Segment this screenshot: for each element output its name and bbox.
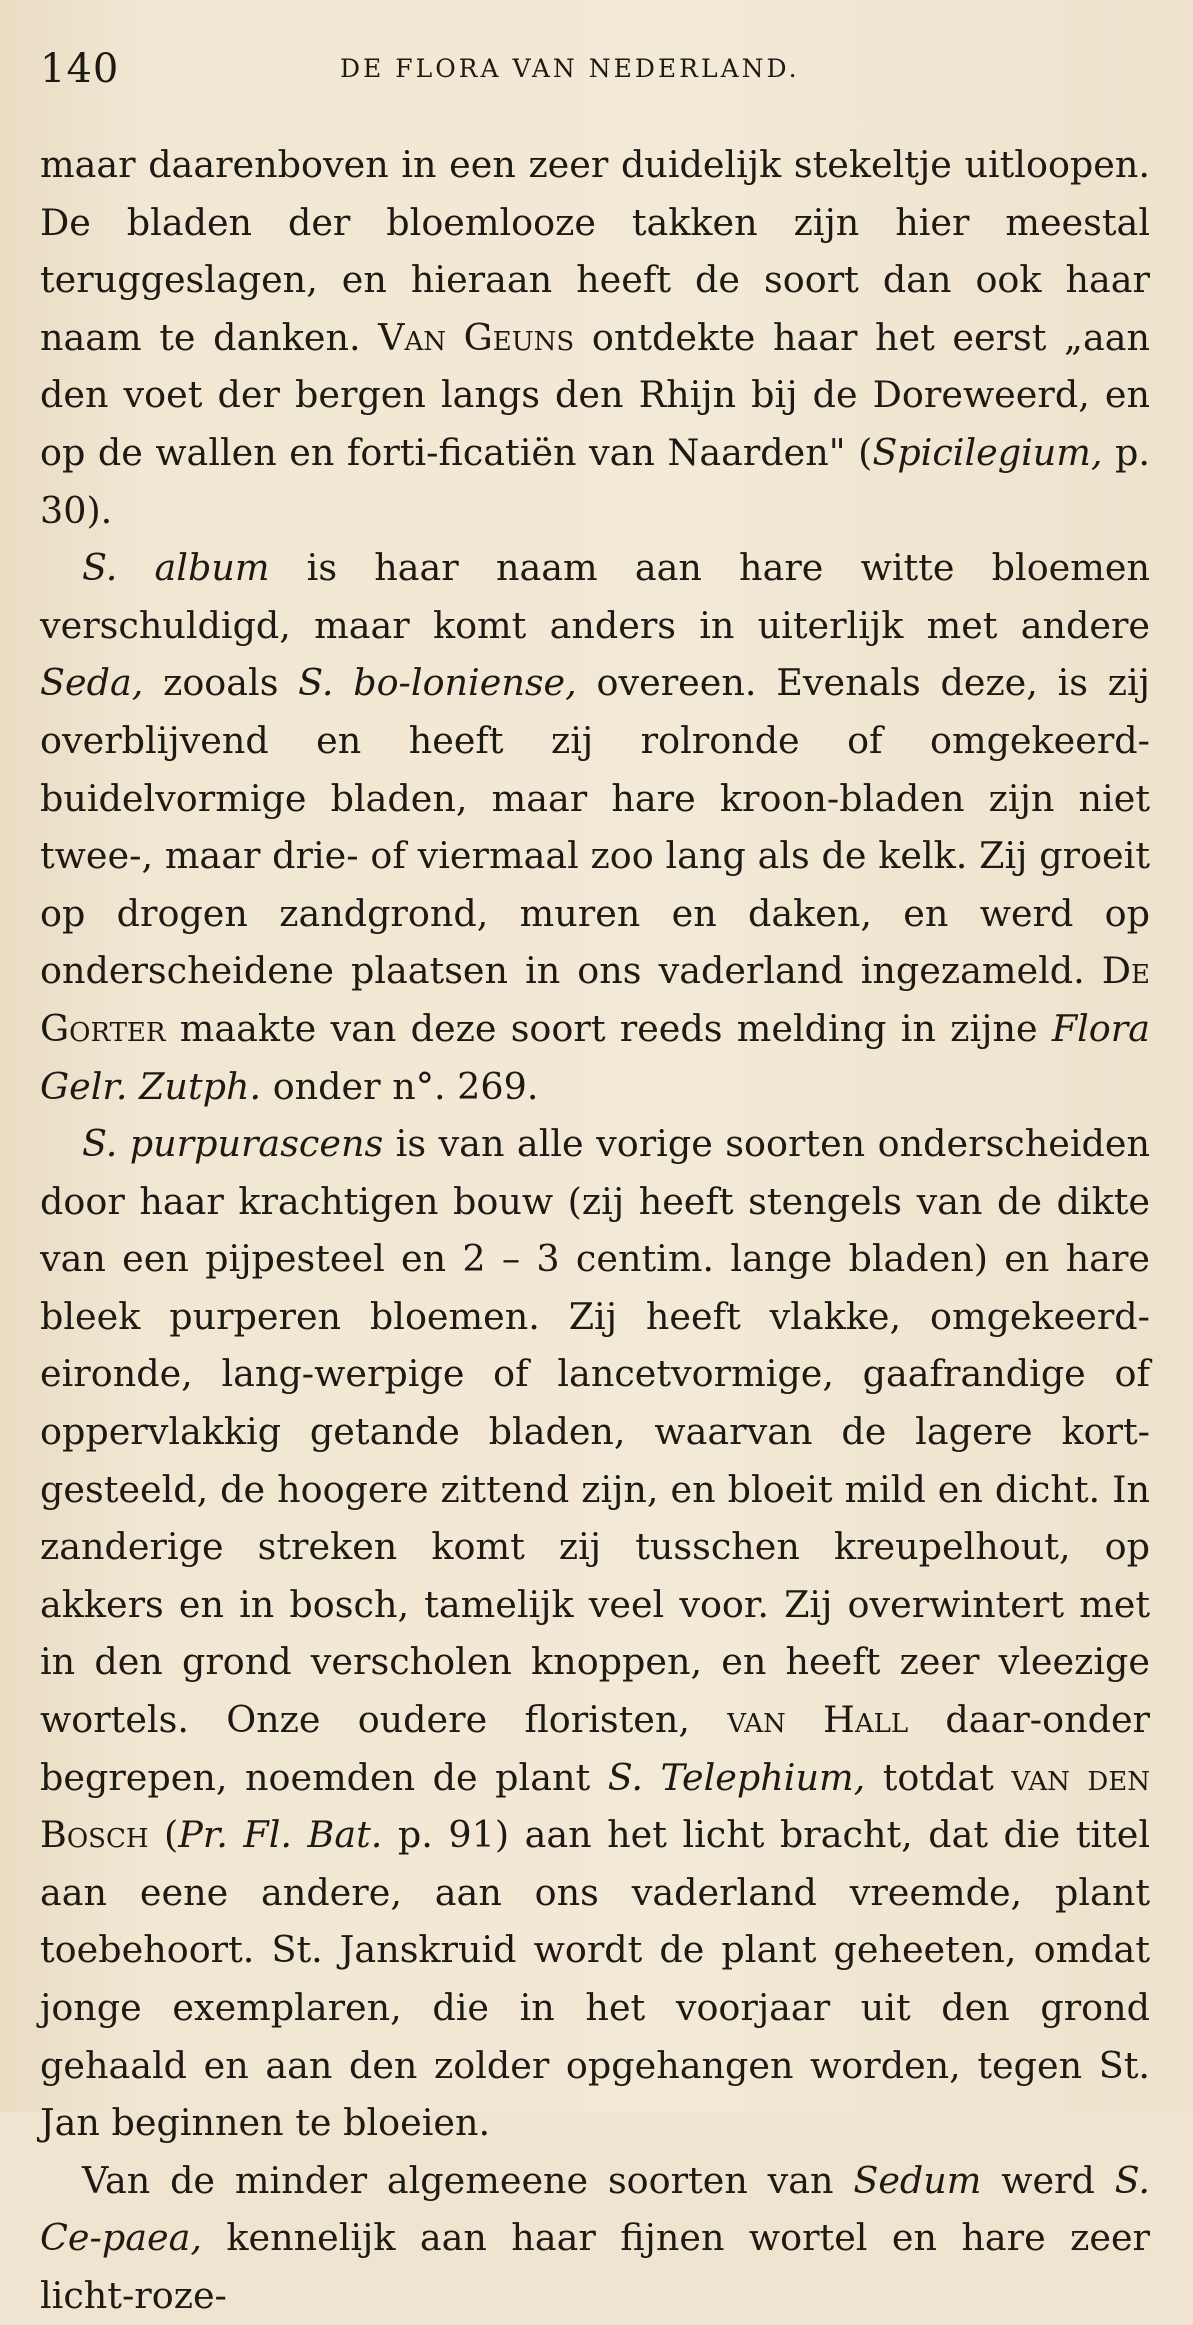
genus-name: Sedum xyxy=(853,2158,982,2202)
text-run: p. 91) aan het licht bracht, dat die titel aan eene andere, aan ons vaderland vreemde, plant toebehoort. St. Janskruid wordt de plant geheeten, omdat jonge exemplaren, die in het voorjaar uit den grond gehaald en aan den zolder opgehangen worden, tegen St. Jan beginnen te bloeien. xyxy=(40,1813,1150,2145)
text-run: kennelijk aan haar fijnen wortel en hare zeer licht-roze- xyxy=(40,2216,1150,2317)
text-run: ontdekte haar het eerst „aan den voet der bergen langs den Rhijn bij de Doreweerd, en op de wallen en forti-ficatiën van Naarden" ( xyxy=(40,315,1150,474)
text-run: ( xyxy=(148,1813,179,1857)
paragraph-3 xyxy=(40,1115,1150,2152)
text-run: zooals xyxy=(143,661,299,705)
running-head xyxy=(40,40,1153,100)
text-run: maakte van deze soort reeds melding in zijne xyxy=(165,1006,1052,1050)
body-text xyxy=(40,136,1150,2325)
species-name: S. Ce-paea, xyxy=(40,2158,1150,2260)
text-run: Van de minder algemeene soorten van xyxy=(82,2158,854,2202)
species-name: S. purpurascens xyxy=(82,1122,384,1166)
text-run: totdat xyxy=(865,1755,1012,1799)
page-number: 140 xyxy=(40,46,120,92)
citation-title: Spicilegium, xyxy=(872,430,1103,474)
text-run: is van alle vorige soorten onderscheiden door haar krachtigen bouw (zij heeft stengels van de dikte van een pijpesteel en 2 – 3 centim. lange bladen) en hare bleek purperen bloemen. Zij heeft vlakke, omgekeerd-eironde, lang-werpige of lancetvormige, gaafrandige of oppervlakkig getande bladen, waarvan de lagere kort-gesteeld, de hoogere zittend zijn, en bloeit mild en dicht. In zanderige streken komt zij tusschen kreupelhout, op akkers en in bosch, tamelijk veel voor. Zij overwintert met in den grond verscholen knoppen, en heeft zeer vleezige wortels. Onze oudere floristen, xyxy=(40,1122,1150,1742)
author-name: van den Bosch xyxy=(40,1755,1151,1857)
species-name: S. bo-loniense, xyxy=(298,661,577,705)
species-name: S. album xyxy=(82,546,270,590)
author-name: van Hall xyxy=(727,1698,909,1742)
text-run: p. 30). xyxy=(40,430,1150,532)
author-name: De Gorter xyxy=(40,949,1150,1050)
text-run: werd xyxy=(981,2158,1115,2202)
paragraph-2 xyxy=(40,539,1150,1115)
citation-title: Pr. Fl. Bat. xyxy=(178,1813,383,1857)
citation-title: Flora Gelr. Zutph. xyxy=(40,1006,1150,1108)
text-run: maar daarenboven in een zeer duidelijk stekeltje uitloopen. De bladen der bloemlooze takken zijn hier meestal teruggeslagen, en hieraan heeft de soort dan ook haar naam te danken. xyxy=(40,143,1150,359)
paragraph-1 xyxy=(40,136,1150,539)
running-title: DE FLORA VAN NEDERLAND. xyxy=(340,54,800,83)
text-run: is haar naam aan hare witte bloemen verschuldigd, maar komt anders in uiterlijk met andere xyxy=(40,546,1150,647)
text-run: overeen. Evenals deze, is zij overblijvend en heeft zij rolronde of omgekeerd-buidelvormige bladen, maar hare kroon-bladen zijn niet twee-, maar drie- of viermaal zoo lang als de kelk. Zij groeit op drogen zandgrond, muren en daken, en werd op onderscheidene plaatsen in ons vaderland ingezameld. xyxy=(40,661,1150,993)
paragraph-4 xyxy=(40,2152,1150,2325)
text-run: daar-onder begrepen, noemden de plant xyxy=(40,1698,1150,1799)
text-run: onder n°. 269. xyxy=(261,1064,539,1108)
author-name: Van Geuns xyxy=(378,315,575,359)
species-name: S. Telephium, xyxy=(607,1755,866,1799)
genus-plural: Seda, xyxy=(40,661,144,705)
